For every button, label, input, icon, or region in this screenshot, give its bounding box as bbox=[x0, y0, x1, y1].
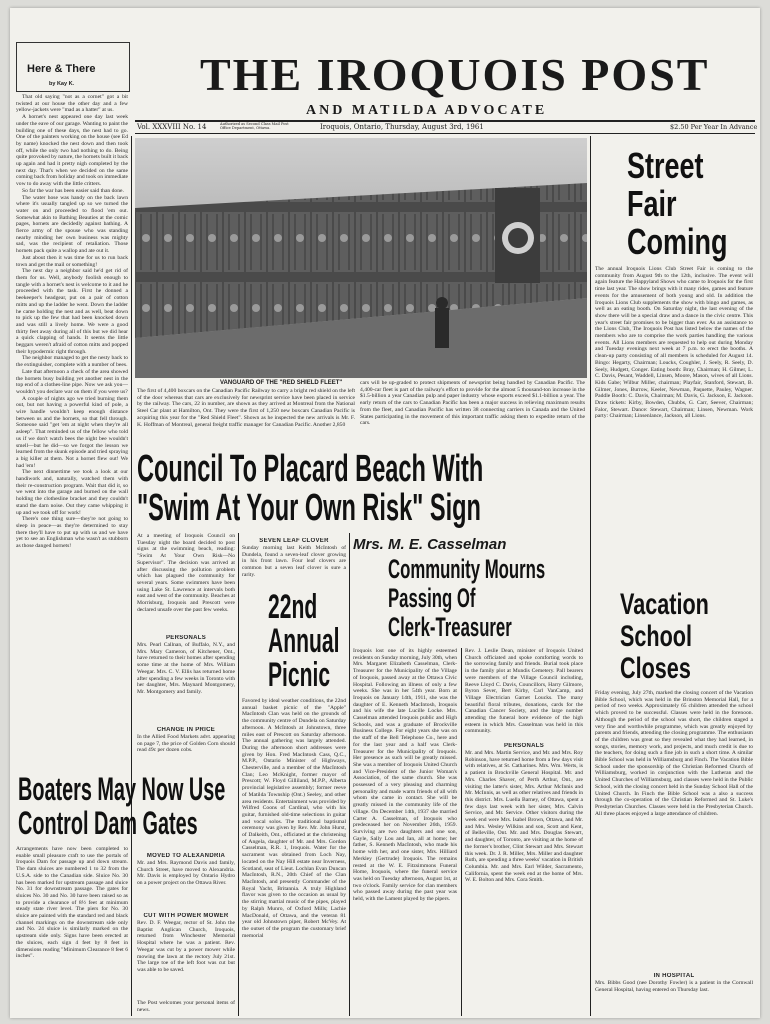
here-there-box bbox=[16, 42, 130, 92]
here-there-paragraph: Just about then it was time for us to run back town and get the mail or something! bbox=[16, 254, 128, 268]
photo-caption-left: The first of 4,400 boxcars on the Canadian Pacific Railway to carry a bright red shield on the left of the door whereas that cars are exclusively for newsprint service have been placed in service by the railway. The cars, 22 in number, are shown as they arrived at Montreal from the National Steel Car plant at Hamilton, Ont. They were the first of 1,250 new boxcars Canadian Pacific is acquiring this year for the "Red Shield Fleet". Shown as he inspected the new arrivals is Mr. F. K. Hoffman of Montreal, general freight traffic manager for Canadian Pacific. Another 2,850 bbox=[137, 388, 355, 428]
column-rule bbox=[131, 136, 132, 1016]
power-mower-title: CUT WITH POWER MOWER bbox=[143, 913, 229, 919]
casselman-name: Mrs. M. E. Casselman bbox=[353, 536, 507, 553]
photo-caption-right: cars will be up-graded to protect shipments of newsprint being handled by Canadian Pacific. The 4,400-car fleet is part of the railway's effort to provide for the almost 5 thousand-ton increase in the $1.5-billion a year Canadian pulp and paper industry whose exports exceed $1.1-billion a year. The early return of the cars to Canadian Pacific has been a major success in relieving maximum results from the fleet, and Canadian Pacific has written 38 connecting carriers in Canada and the United States participating in the movement of this important traffic asking them to expedite return of the cars. bbox=[360, 380, 585, 427]
change-price-title: CHANGE IN PRICE bbox=[156, 727, 216, 733]
in-hospital-text: Mrs. Bibbs Good (nee Dorothy Fowler) is a patient in the Cornwall General Hospital, having entered on Thursday last. bbox=[595, 980, 753, 993]
photo-caption-heading: VANGUARD OF THE "RED SHIELD FLEET" bbox=[220, 380, 343, 386]
masthead-title: THE IROQUOIS POST bbox=[200, 49, 710, 100]
seven-leaf-text: Sunday morning last Keith McIntosh of Dundela, found a seven-leaf clover growing in his front lawn. Four leaf clovers are common but a seven leaf clover is sure a rarity. bbox=[242, 545, 346, 578]
here-there-title: Here & There bbox=[27, 63, 96, 75]
vacation-school-story: Friday evening, July 27th, marked the closing concert of the Vacation Bible School, which was held in the Brinston Memorial Hall, for a period of two weeks. Approximately 65 children attended the school which proved to be successful. Classes were held in the forenoon. Although the period of the school was short, the children staged a very fine and worthwhile programme, which was greatly enjoyed by parents and friends, attending the closing programme. The enthusiasm of the children was great so they revealed what they had learned, in songs, stories, memory work, and projects, and much credit is due to the teachers, for doing such a fine job in such a short time. A similar Bible School was held in Williamsburg and Finch. The Vacation Bible School under the sponsorship of the Christian Reformed Church of Williamsburg, worked in conjunction with the Lutheran and the United Churches of Williamsburg, and classes were held in the Public School, with the closing concert held in the Sunday School Hall of the United Church. In Finch the Bible School was a also a success through the co-operation of the Christian Reformed and St. Luke's Presbyterian Churches. Classes were held in the Presbyterian Church. All three places enjoyed a large attendance of children. bbox=[595, 690, 753, 817]
moved-alexandria-title: MOVED TO ALEXANDRIA bbox=[146, 853, 226, 859]
column-rule bbox=[349, 533, 350, 1016]
picnic-headline-1: 22nd bbox=[268, 588, 318, 626]
vacation-school-headline-3: Closes bbox=[620, 652, 691, 685]
moved-alexandria-text: Mr. and Mrs. Raymond Davis and family, Church Street, have moved to Alexandria. Mr. Davis is employed by Ontario Hydro on a power project on the Ottawa River. bbox=[137, 860, 235, 887]
boxcar-photo-image bbox=[135, 138, 587, 378]
column-rule bbox=[590, 136, 591, 1016]
casselman-headline-1: Community Mourns bbox=[388, 554, 546, 584]
seven-leaf-title: SEVEN LEAF CLOVER bbox=[259, 538, 329, 544]
here-there-paragraph: A hornet's nest appeared one day last week under the eave of our garage. Wanting to paint the building one of these days, the nest had to go. One of the painters working on the house (see Ed by name) knocked the nest down and then took off, while the only two had nothing to do. Being quite provoked by nature, the hornets built it back up again and had it pretty nigh completed by the next day. That's when we decided on the same coming back from holiday and took on immediate vow to do away with the little critters. bbox=[16, 114, 128, 188]
here-there-paragraph: The next dinnertime we took a look at our handiwork and, naturally, watched them with their re-construction program. Wait that did it, so we went into the garage and burned on the wall holding the clothesline bracket and they couldn't stand the darn noise. Out they came whipping it up and we took off for work! bbox=[16, 469, 128, 516]
here-there-paragraph: The water hose was handy on the back lawn where it's usually tangled up so we turned the water on and proceeded to flood 'em out. Somewhat akin to Bathing Beauties at the comic pages, hornets are decidedly against bathing. A fierce army of the spouse who was standing nearby minding her own business was mighty sad, was the recipient of retaliation. Those hornets pack quite a wallop and ate out it. bbox=[16, 194, 128, 255]
column-rule bbox=[461, 648, 462, 1016]
personals-1-text: Mrs. Pearl Callnan, of Buffalo, N.Y., and Mrs. Mary Cameron, of Kitchener, Ont., have returned to their homes after spending some time at the home of Mrs. William Weegar. Mrs. C. V. Ellis has returned home after spending a few weeks in Toronto with her daughter, Mrs. Maynard Montgomery, Mr. Montgomery and family. bbox=[137, 642, 235, 695]
here-there-paragraph: The next day a neighbor said he'd get rid of them for us. Well, anybody foolish enough to tangle with a hornet's nest is welcome to it and he proceeded with the task. First he donned a beekeeper's headgear, put on a pair of cotton mitts and up the ladder he went. Down the ladder he came holding the nest and as well, beat down to pick up the few that had been knocked down and was still a lively home. We were a good thirty feet away during all of this but we did hear a quick clapping of hands. It seems the little beggars weren't afraid of cotton mitts and popped their hypodermic right through. bbox=[16, 268, 128, 355]
vacation-school-headline-2: School bbox=[620, 620, 693, 653]
here-there-paragraph: The neighbor managed to get the nesty back to the extinguisher, complete with a number of bees. bbox=[16, 355, 128, 369]
here-there-paragraph: A couple of nights ago we tried burning them out, but not having a powerful kind of pole, a wire handle wouldn't keep enough distance between us and the hornets, so that fell through. Someone said "get 'em at night when they're all asleep". That reminded us of the fellow who told us if we don't watch bees the night bee wouldn't smell—but he did—so we forgot the lesson we learned from the skunk episode and tried spraying a big killer at them. Not a hornet flew out! We had 'em! bbox=[16, 395, 128, 469]
boaters-headline-line1: Boaters May Now Use bbox=[18, 771, 226, 807]
boaters-headline-line2: Control Dam Gates bbox=[18, 805, 198, 841]
boxcar-photo bbox=[135, 138, 587, 378]
here-there-paragraph: Late that afternoon a check of the area showed the hornets busy building yet another nest in the top end of a clothes-line pipe. Now we ask you—wouldn't you declare war on them if you were us? bbox=[16, 368, 128, 395]
vacation-school-headline-1: Vacation bbox=[620, 588, 709, 621]
masthead-subtitle: AND MATILDA ADVOCATE bbox=[306, 103, 548, 118]
council-headline-line2: "Swim At Your Own Risk" Sign bbox=[137, 487, 481, 529]
column-rule bbox=[238, 533, 239, 1016]
personals-1-title: PERSONALS bbox=[165, 635, 207, 641]
casselman-story-left: Iroquois lost one of its highly esteemed residents on Sunday morning, July 30th, when Mrs. Margaret Elizabeth Casselman, Clerk-Treasurer for the Municipality of the Village of Iroquois, passed away at the Ottawa Civic Hospital. Following an illness of only a few weeks. She was in her 54th year. Born at Iroquois on January 14th, 1911, she was the daughter of E. Kenneth MacIntosh, Iroquois and his wife the late Lucille Locke. Mrs. Casselman attended Iroquois public and High Schools, and was a graduate of Brockville Business College. For eight years she was on the staff of the Bell Telephone Co., here and for the last year and a half was Clerk-Treasurer for the Municipality of Iroquois. Her presence as such will be greatly missed. She was a member of Iroquois United Church and Vice-President of the Junior Woman's Association, of the same church. She was possessed of a very pleasing and charming personality and made warm friends of all with whom she came in contact. She will be greatly missed in the community life of the village. On December 14th, 1937 she married Carter A. Casselman, of Iroquois who predeceased her on November 26th, 1959. Surviving are two daughters and one son, Gayle, Sally Lou and Ian, all at home; her father, S. Kenneth MacIntosh, who made his home with her, and one sister, Mrs. Hilliard Merkley (Gertrude) Iroquois. The remains rested at the W. E. Fitzsimmons Funeral Home, Iroquois, where the funeral service was held on Tuesday afternoon, August 1st, at two o'clock. Family service for clan members who passed away during the past year was held, with the Lament played by the pipers. bbox=[353, 648, 457, 903]
street-fair-headline-3: Coming bbox=[627, 221, 728, 262]
power-mower-text: Rev. D. F. Weegar, rector of St. John the Baptist Anglican Church, Iroquois, returned from Winchester Memorial Hospital where he was a patient. Rev. Weegar was cut by a power mower while mowing the lawn at the rectory July 21st. The large toe of the left foot was cut but was able to be saved. bbox=[137, 920, 235, 973]
casselman-headline-3: Clerk-Treasurer bbox=[388, 612, 512, 642]
masthead-authorized: Authorized as Second Class Mail Post Office Department, Ottawa. bbox=[220, 122, 289, 130]
boaters-story: Arrangements have now been completed to enable small pleasure craft to use the portals of Iroquois Dam for passage up and down stream. The dam sluices are numbered 1 to 32 from the U.S.A. side to the Canadian side. Sluice No. 30 has been marked for upstream passage and sluice No. 31 for downstream passage. The gates for sluices No. 30 and No. 30 have been raised so as to provide a clearance of 8½ feet at minimum steady state river level. The piers for No. 30 sluice are painted with the standard red and black channel markings on the downstream side only and No. 24 sluice is similarly marked on the upstream side only. Signs have been erected at the sluices, each sign 4 feet by 8 feet in dimensions reading "Minimum Clearance 8 feet 6 inches". bbox=[16, 846, 128, 960]
here-there-paragraph: That old saying "not as a cornet" got a bit twisted at our house the other day and a few yellow-jackets were "mad as a hatter" at us. bbox=[16, 94, 128, 114]
power-mower-closing: The Post welcomes your personal items of news. bbox=[137, 1000, 235, 1013]
personals-2-title: PERSONALS bbox=[503, 743, 545, 749]
picnic-story: Favored by ideal weather conditions, the 22nd annual basket picnic of the "Apple" MacIntosh Clan was held on the grounds of the community centre of Dundela on Saturday afternoon. A McIntosh at Johnstown, three miles east of Prescott on Saturday afternoon. The annual gathering was largely attended. During the afternoon short addresses were given by Hon. Fred MacIntosh Cass, Q.C., M.P.P., Ontario Minister of Highways, Chesterville, and a member of the MacIntosh Clan; Leo McKnight, former mayor of Prescott; W. Floyd Gilliland, M.P.P., Alberta provincial legislative assembly; former reeve of Matilda Township (Ont.) Seeley, and other area residents. Entertainment was provided by Wilfred Coons of Cardinal, who with his guitar, furnished old-time selections in guitar and vocal solos. The traditional baptismal ceremony was given by Rev. Mr. John Hurst, of Dalkeith, Ont., officiated at the christening of Angela, daughter of Mr. and Mrs. Gordon Casselman, R.R. 1, Iroquois. Water for the sacrament was obtained from Loch Nay, located on the Nay Hill estate near Inverness, Scotland, seat of Lieut. Lochlan Evan Duncan MacIntosh, R.N., 20th Chief of the Clan MacIntosh, and presently Commander of the Royal Yacht, Britannia. A truly Highland flavor was given to the occasion as usual by the stirring martial music of the pipes, played by Ralph Munro, of Oxford Mills; Lachie MacDonald, of Ottawa, and the veteran 81 year old Johnstown piper, Robert McVey. At the outset of the program the customary brief memorial bbox=[242, 698, 346, 939]
masthead-place-date: Iroquois, Ontario, Thursday, August 3rd, 1961 bbox=[320, 123, 484, 131]
council-headline-line1: Council To Placard Beach With bbox=[137, 448, 484, 490]
in-hospital-title: IN HOSPITAL bbox=[653, 973, 695, 979]
street-fair-story: The annual Iroquois Lions Club Street Fair is coming to the community from August 9th to the 12th, inclusive. The event will again feature the Happyland Shows who came to Iroquois for the first time last year. The show brings with it many rides, games and feature events for the amusement of both young and old. In addition the Iroquois Lions Club supplements the show with bingo and games, as well as an eating booth. On Saturday night, the last evening of the show there will be a special draw and a dance in the civic centre. This year's street fair promises to be bigger than ever. As an assistance to the Lions Club, The Iroquois Post has listed below the names of the members who are to comprise the work parties handling the various events. All Lions members are requested to help out during Monday and Tuesday evenings next week at 7 p.m. to erect the booths. A clean-up party consisting of all members is scheduled for August 14. Bingo: Hegarty, Chairman; Loucks, Coughler, J. Seely, R. Seely, D. Seely, Hudgett, Conger. Eating booth: Bray, Chairman; H. Gilmer, L. C. Davis, Pesant, Waddell, Linsen, Moore, Mason, wives of all Lions. Kids Gabe; Wilbur Miller, chairman; Playfair, Stanford, Stewart, B. Gilmer, Jones, Burrow, Keeler, Newman, Paquette, Pauley, Wagner. Paddle Booth: C. Davis, Chairman; M. Davis, G. Jackson, E. Jackson. Draw tickets: Kirby, Bowden, Chubbs, G. Carr, Seever, Chairman; Falor, Stewart. Dance: Stewart, Chairman; Linsen, Newman. Work party: Chairman; Linsenlance, Jackson, all Lions. bbox=[595, 266, 753, 420]
street-fair-headline-2: Fair bbox=[627, 183, 677, 224]
personals-2-text: Mr. and Mrs. Martin Service, and Mr. and Mrs. Roy Robinson, have returned home from a few days visit with relatives, at St. Catharines. Mrs. Wm. Werts, is a patient in Brockville General Hospital. Mr. and Mrs. Charles Shaver, of Perth Arthur, Ont., are visiting the latter's sister, Mrs. Arthur McInnis and Mr. McInnis, as well as other relatives and friends in this district. Mrs. Luella Barney, of Ottawa, spent a few days last week with her sister, Mrs. Calvin Service, and Mr. Service. Other visitors during the week end were Mrs. Isabel Brown, Ottawa, and Mr. and Mrs. Wesley Wilkins and son, Scott and Kent, of Belleville, Ont. Mr. and Mrs. Douglas Stewart, and daughter, of Toronto, are visiting at the home of the former's brother, Clint Stewart and Mrs. Stewart this week. Dr. J. R. Miller, Mrs. Miller and daughter Ruth, are spending a three weeks' vacation in British Columbia. Mr. and Mrs. Earl Wilder, Sacramento, California, spent the week end at the home of Mrs. W. E. Bolton and Mrs. Cora Smith. bbox=[465, 750, 583, 884]
casselman-story-right: Rev. J. Leslie Dean, minister of Iroquois United Church officiated and spoke comforting words to the sorrowing family and friends. Burial took place in the family plot at Mundis Cemetery. Pall bearers were members of the Village Council including, Reeve Lloyd C. Davis, Councillors, Harry Gilmore, Byron Sever, Bert Kirby, Carl VanCamp, and Village Electrician Garnet Loucks. The many beautiful floral tributes, donations, cards for the Canadian Cancer Society, and the large number attending the funeral bore evidence of the high esteem in which Mrs. Casselman was held in this community. bbox=[465, 648, 583, 735]
here-there-byline: by Kay K. bbox=[49, 81, 75, 87]
council-story: At a meeting of Iroquois Council on Tuesday night the board decided to post signs at the swimming beach, reading: "Swim At Your Own Risk—No Supervisor". The decision was arrived at after discussing the pollution problem which has plagued the community for several years. Some swimmers have been using Lake St. Lawrence at intervals both east and west of the community. Beaches at Morrisburg, Iroquois and Prescott were declared unsafe over the past few weeks. bbox=[137, 533, 235, 613]
here-there-column bbox=[16, 94, 128, 604]
street-fair-headline-1: Street bbox=[627, 145, 704, 186]
newspaper-page bbox=[10, 8, 760, 1018]
masthead-volume: Vol. XXXVIII No. 14 bbox=[137, 123, 207, 131]
picnic-headline-3: Picnic bbox=[268, 656, 331, 694]
here-there-paragraph: There's one thing sure—they're not going to sleep in peace—as they're determined to stay there they'll have to put up with us and we have yet to see an Englishman who wasn't as stubborn as those danged hornets! bbox=[16, 516, 128, 550]
change-price-text: In the Allied Food Markets advt. appearing on page 7, the price of Golden Corn should read 49c per dozen cobs. bbox=[137, 734, 235, 754]
masthead-rule-bottom bbox=[135, 133, 755, 134]
picnic-headline-2: Annual bbox=[268, 622, 340, 660]
casselman-headline-2: Passing Of bbox=[388, 583, 476, 613]
masthead-price: $2.50 Per Year In Advance bbox=[670, 123, 758, 131]
here-there-paragraph: So far the war has been easier said than done. bbox=[22, 187, 124, 194]
